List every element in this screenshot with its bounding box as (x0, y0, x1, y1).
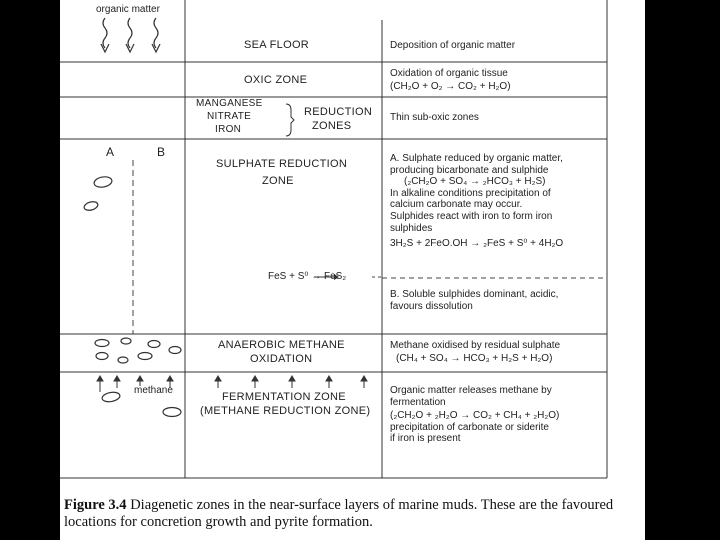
desc-sulphate-line: In alkaline conditions precipitation of (390, 187, 551, 199)
desc-oxic-2: (CH₂O + O₂ → CO₂ + H₂O) (390, 81, 511, 92)
desc-sulphate-b-line: favours dissolution (390, 300, 473, 312)
organic-matter-label: organic matter (96, 4, 160, 15)
organic-matter-arrows (101, 18, 160, 52)
desc-fermentation-line: fermentation (390, 396, 446, 408)
zone-sulphate-1: SULPHATE REDUCTION (216, 158, 348, 170)
zone-manganese: MANGANESE (196, 98, 263, 109)
column-a-label: A (106, 145, 115, 159)
desc-methane-ox-2: (CH₄ + SO₄ → HCO₃ + H₂S + H₂O) (396, 353, 553, 364)
desc-sulphate-line: (₂CH₂O + SO₄ → ₂HCO₃ + H₂S) (404, 176, 546, 188)
zone-methane-ox-2: OXIDATION (250, 353, 313, 365)
desc-sulphate-b-line: B. Soluble sulphides dominant, acidic, (390, 289, 559, 300)
concretions-methane-ox (95, 338, 181, 363)
desc-sulphate-block (390, 153, 563, 250)
figure-caption (64, 497, 642, 531)
zone-nitrate: NITRATE (207, 111, 252, 122)
desc-sulphate-b-block (390, 289, 558, 312)
zone-zones-word: ZONES (312, 120, 352, 132)
desc-sulphate-line: calcium carbonate may occur. (390, 199, 523, 211)
desc-fermentation-line: (₂CH₂O + ₂H₂O → CO₂ + CH₄ + ₂H₂O) (390, 410, 560, 422)
suboxic-bracket (286, 104, 294, 136)
zone-fermentation-1: FERMENTATION ZONE (222, 391, 346, 403)
zone-reduction: REDUCTION (304, 106, 373, 118)
figure-caption-text: Diagenetic zones in the near-surface layers of marine muds. These are the favoured locations for concretion growth and pyrite formation. (64, 497, 614, 530)
zone-sea-floor: SEA FLOOR (244, 39, 310, 51)
desc-sea-floor: Deposition of organic matter (390, 40, 516, 51)
desc-suboxic: Thin sub-oxic zones (390, 112, 479, 123)
pyrite-reaction: FeS + S⁰ → FeS₂ (268, 271, 347, 282)
desc-sulphate-line: producing bicarbonate and sulphide (390, 164, 549, 176)
desc-sulphate-line: Sulphides react with iron to form iron (390, 210, 553, 222)
desc-fermentation-line: if iron is present (390, 433, 461, 445)
desc-sulphate-line: 3H₂S + 2FeO.OH → ₂FeS + S⁰ + 4H₂O (390, 238, 564, 250)
diagram-lines (60, 0, 645, 540)
methane-label: methane (134, 385, 173, 396)
desc-methane-ox-1: Methane oxidised by residual sulphate (390, 340, 561, 351)
desc-sulphate-line: A. Sulphate reduced by organic matter, (390, 153, 563, 164)
concretions-sulphate (83, 176, 113, 212)
zone-fermentation-2: (METHANE REDUCTION ZONE) (200, 405, 371, 417)
desc-fermentation-line: Organic matter releases methane by (390, 385, 552, 396)
column-b-label: B (157, 145, 166, 159)
desc-fermentation-line: precipitation of carbonate or siderite (390, 421, 549, 433)
desc-fermentation-block (390, 385, 559, 445)
figure-page (60, 0, 645, 540)
zone-iron: IRON (215, 124, 242, 135)
zone-methane-ox-1: ANAEROBIC METHANE (218, 339, 345, 351)
figure-caption-label: Figure 3.4 (64, 497, 127, 513)
zone-sulphate-2: ZONE (262, 175, 294, 187)
desc-oxic-1: Oxidation of organic tissue (390, 68, 508, 79)
zone-oxic: OXIC ZONE (244, 74, 308, 86)
desc-sulphate-line: sulphides (390, 222, 433, 234)
